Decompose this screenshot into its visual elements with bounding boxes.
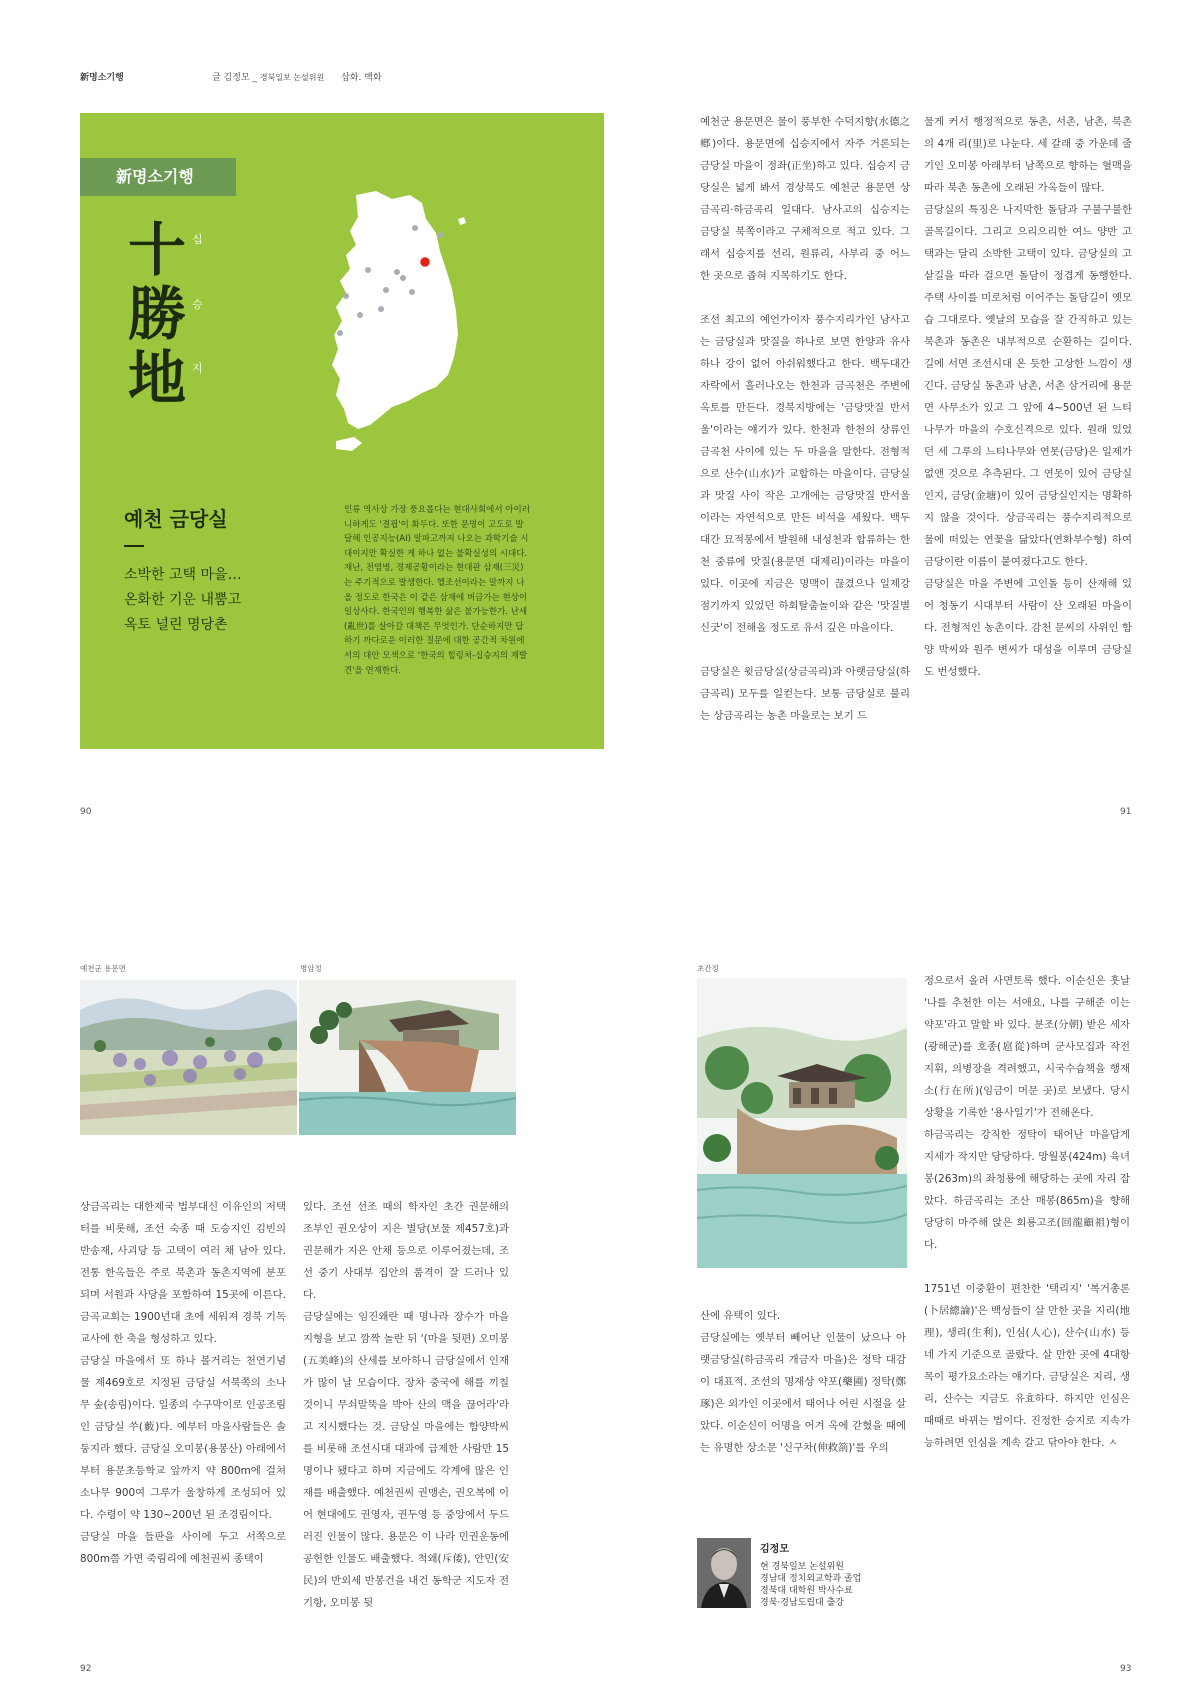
page91-column-2 — [924, 111, 1132, 683]
article-title: 예천 금당실 — [124, 507, 228, 531]
korea-mainland — [332, 191, 458, 429]
body-paragraph: 있다. 조선 선조 때의 학자인 초간 권문해의 조부인 권오상이 지은 별당(보물 제457호)과 권문해가 지은 안채 등으로 이루어졌는데, 조선 중기 사대부 집안의 품격이 잘 드러나 있다. — [303, 1201, 509, 1301]
body-paragraph: 정으로서 올려 사면토록 했다. 이순신은 훗날 '나를 추천한 이는 서애요, 나를 구해준 이는 약포'라고 말할 바 있다. 분조(分朝) 받은 세자(광해군)를 호종(扈從)하며 군사모집과 작전지휘, 의병장을 격려했고, 시국수습책을 행재소(行在所)(임금이 머문 곳)로 보냈다. 당시 상황을 기록한 '용사일기'가 전해온다. — [924, 975, 1130, 1119]
series-intro — [344, 503, 530, 678]
location-dot — [437, 232, 443, 238]
body-paragraph: 금당실 마을 들판을 사이에 두고 서쪽으로 800m쯤 가면 죽림리에 예천권씨 종택이 — [80, 1531, 286, 1565]
subtitle-line: 소박한 고택 마을… — [124, 567, 242, 583]
author-credential: 경북·경남도립대 출강 — [760, 1598, 844, 1608]
korea-map — [318, 189, 468, 454]
jeju-island — [336, 437, 362, 451]
painting-choganjeong — [697, 978, 907, 1268]
title-char-2: 勝 — [128, 280, 187, 348]
body-paragraph: 하금곡리는 강직한 정탁이 태어난 마을답게 지세가 작지만 당당하다. 망월봉(424m) 육녀봉(263m)의 좌청룡에 해당하는 곳에 자리 잡았다. 하금곡리는 조산 매봉(865m)을 향해 당당히 마주해 앉은 회룡고조(回龍顧祖)형이다. — [924, 1129, 1130, 1251]
image-caption: 예천군 용문면 — [80, 964, 126, 973]
subtitle-line: 옥토 널린 명당촌 — [124, 617, 228, 633]
reading-2: 승 — [192, 298, 203, 311]
location-dot — [378, 306, 384, 312]
ulleung-island — [458, 217, 466, 225]
body-paragraph: 상금곡리는 대한제국 법부대신 이유인의 저택 터를 비롯해, 조선 숙종 때 도승지인 김빈의 반송재, 사괴당 등 고택이 여러 채 남아 있다. 전통 한옥들은 주로 북촌과 동촌지역에 분포되며 서원과 사당을 포함하여 15곳에 이른다. 금곡교회는 1900년대 초에 세워져 경북 기독교사에 한 축을 형성하고 있다. — [80, 1201, 286, 1345]
image-caption: 초간정 — [697, 964, 719, 973]
series-ribbon: 新명소기행 — [80, 158, 236, 196]
body-paragraph: 물게 커서 행정적으로 동촌, 서촌, 남촌, 북촌의 4개 리(里)로 나눈다. 세 갈래 중 가운데 줄기인 오미봉 아래부터 남쪽으로 향하는 혈맥을 따라 북촌 동촌에 오래된 가옥들이 많다. — [924, 116, 1132, 194]
body-paragraph: 산에 유택이 있다. — [700, 1310, 781, 1322]
body-paragraph: 조선 최고의 예언가이자 풍수지리가인 남사고는 금당실과 맛질을 하나로 보면 한양과 유사하나 강이 없어 아쉬워했다고 한다. 백두대간 자락에서 흘러나오는 한천과 금곡천은 주변에 옥토를 만든다. 경북지방에는 '금당맛질 반서울'이라는 얘기가 있다. 한천과 한천의 상류인 금곡천 사이에 있는 두 마을을 말한다. 전형적으로 산수(山水)가 교합하는 마을이다. 금당실과 맛질 사이 작은 고개에는 금당맛질 반서울이라는 자연석으로 만든 비석을 세웠다. 백두대간 묘적봉에서 발원해 내성천과 합류하는 한천 중류에 맛질(용문면 대제리)이라는 마을이 있다. 이곳에 지금은 명맥이 끊겼으나 일제강점기까지 있었던 하회탈춤놀이와 같은 '맛질별신굿'이 전해올 정도로 유서 깊은 마을이다. — [700, 314, 910, 634]
image-caption: 병암정 — [300, 964, 322, 973]
title-char-1: 十 — [128, 216, 187, 284]
page-number: 90 — [80, 807, 92, 817]
author-box — [697, 1538, 1027, 1608]
location-dot — [365, 267, 371, 273]
page92-column-1 — [80, 1196, 286, 1570]
title-char-3: 地 — [128, 344, 187, 412]
author-credential: 경북대 대학원 박사수료 — [760, 1586, 853, 1596]
page-number: 93 — [1120, 1664, 1132, 1674]
author-photo — [697, 1538, 751, 1608]
byline: 글 김정모 _ 경북일보 논설위원 삽화. 백화 — [212, 73, 382, 83]
location-dot — [412, 225, 418, 231]
intro-paragraph: 인류 역사상 가장 풍요롭다는 현대사회에서 아이러니하게도 '결핍'이 화두다. 또한 문명이 고도로 발달해 인공지능(AI) 알파고까지 나오는 과학기술 시대이지만 확실한 게 하나 없는 불확실성의 시대다. — [344, 505, 530, 559]
location-dot — [357, 312, 363, 318]
illustration-credit: 삽화. 백화 — [341, 73, 382, 83]
title-panel — [80, 113, 604, 749]
location-dot — [400, 275, 406, 281]
body-paragraph: 금당실에는 임진왜란 때 명나라 장수가 마을 지형을 보고 깜짝 놀란 뒤 '(마을 뒷편) 오미봉(五美峰)의 산세를 보아하니 금당실에서 인재가 많이 날 모습이다. 장차 중국에 해를 끼칠 것이니 무쇠말뚝을 박아 산의 맥을 끊어라'라고 지시했다는 것. 금당실 마을에는 함양박씨를 비롯해 조선시대 대과에 급제한 사람만 15명이나 됐다고 하며 지금에도 각계에 많은 인재를 배출했다. 예천권씨 권맹손, 권오복에 이어 현대에도 권영자, 권두영 등 중앙에서 두드러진 인물이 많다. 용문은 이 나라 민권운동에 공헌한 인물도 배출했다. 척왜(斥倭), 안민(安民)의 반외세 반봉건을 내건 동학군 지도자 전기항, 오미봉 뒷 — [303, 1311, 509, 1609]
body-paragraph: 금당실 마을에서 또 하나 볼거리는 천연기념물 제469호로 지정된 금당실 서북쪽의 소나무 숲(송림)이다. 일종의 수구막이로 인공조림인 금당실 쑤(藪)다. 예부터 마을사람들은 솔둥지라 했다. 금당실 오미봉(용봉산) 아래에서부터 용문초등학교 앞까지 약 800m에 걸쳐 소나무 900여 그루가 울창하게 조성되어 있다. 수령이 약 130~200년 된 조경림이다. — [80, 1355, 286, 1521]
location-dot — [394, 269, 400, 275]
author-name: 김정모 — [760, 1544, 789, 1555]
intro-paragraph: 재난, 전염병, 경제공황이라는 현대판 삼재(三災)는 주기적으로 발생한다. 헬조선이라는 말까지 나올 정도로 한국은 이 같은 삼재에 버금가는 현상이 일상사다. 한국인의 행복한 삶은 불가능한가. 난세(亂世)를 살아갈 대책은 무엇인가. 단순하지만 답하기 까다로운 이러한 질문에 대한 공간적 차원에서의 대안 모색으로 '한국의 힐링처-십승지의 재발견'을 연재한다. — [344, 563, 528, 676]
author-credential: 경남대 정치외교학과 졸업 — [760, 1574, 862, 1584]
page-number: 91 — [1120, 807, 1132, 817]
page92-column-2 — [303, 1196, 509, 1614]
body-paragraph: 금당실은 마을 주변에 고인돌 등이 산재해 있어 청동기 시대부터 사람이 산 오래된 마을이다. 전형적인 농촌이다. 감천 문씨의 사위인 함양 박씨와 원주 변씨가 대성을 이루며 금당실도 번성했다. — [924, 578, 1132, 678]
page-number: 92 — [80, 1664, 92, 1674]
subtitle-line: 온화한 기운 내뿜고 — [124, 592, 242, 608]
article-subtitle — [124, 563, 242, 638]
author-credential: 현 경북일보 논설위원 — [760, 1562, 844, 1572]
body-paragraph: 예천군 용문면은 물이 풍부한 수덕지향(水德之鄕)이다. 용문면에 십승지에서 자주 거론되는 금당실 마을이 정좌(正坐)하고 있다. 십승지 금당실은 넓게 봐서 경상북도 예천군 용문면 상금곡리·하금곡리 일대다. 남사고의 십승지는 금당실 북쪽이라고 구체적으로 적고 있다. 그래서 십승지를 선리, 원류리, 사부리 중 어느 한 곳으로 좁혀 지목하기도 한다. — [700, 116, 910, 282]
location-dot — [343, 293, 349, 299]
body-paragraph: 금당실은 윗금당실(상금곡리)과 아랫금당실(하금곡리) 모두를 일컫는다. 보통 금당실로 불리는 상금곡리는 농촌 마을로는 보기 드 — [700, 666, 910, 722]
reading-3: 지 — [192, 362, 203, 375]
page93-column-right — [924, 970, 1130, 1454]
body-paragraph: 금당실에는 옛부터 빼어난 인물이 났으나 아랫금당실(하금곡리 개금자 마을)은 정탁 대감이 대표적. 조선의 명재상 약포(藥圃) 정탁(鄭琢)은 외가인 이곳에서 태어나 어린 시절을 살았다. 이순신이 어명을 어겨 옥에 갇혔을 때에는 유명한 상소문 '신구차(伸救箚)'를 우의 — [700, 1332, 906, 1454]
byline-role: 경북일보 논설위원 — [259, 73, 325, 82]
location-dot — [409, 289, 415, 295]
body-paragraph: 금당실의 특징은 나지막한 돌담과 구불구불한 골목길이다. 그리고 으리으리한 여느 양반 고택과는 달리 소박한 고택이 있다. 금당실의 고샅길을 따라 걸으면 돌담이 정겹게 동행한다. 주택 사이를 미로처럼 이어주는 돌담길이 옛모습 그대로다. 옛날의 모습을 잘 간직하고 있는 북촌과 동촌은 내부적으로 순환하는 길이다. 길에 서면 조선시대 온 듯한 고상한 느낌이 생긴다. 금당실 동촌과 남촌, 서촌 삼거리에 용문면 사무소가 있고 그 앞에 4~500년 된 느티나무가 마을의 수호신격으로 있다. 원래 있었던 세 그루의 느티나무와 연못(금당)은 일제가 없앤 것으로 추측된다. 그 연못이 있어 금당실인지, 금당(金塘)이 있어 금당실인지는 명확하지 않을 것이다. 상금곡리는 풍수지리적으로 물에 떠있는 연꽃을 닮았다(연화부수형) 하여 금당이란 이름이 붙여졌다고도 한다. — [924, 204, 1132, 568]
reading-1: 십 — [192, 233, 203, 246]
page91-column-1 — [700, 111, 910, 727]
body-paragraph: 1751년 이중환이 편찬한 '택리지' '복거총론(卜居總論)'은 백성들이 살 만한 곳을 지리(地理), 생리(生利), 인심(人心), 산수(山水) 등 네 가지 기준으로 골랐다. 살 만한 곳에 4대항목이 평가요소라는 얘기다. 금당실은 지리, 생리, 산수는 지금도 유효하다. 하지만 인심은 때때로 바뀌는 법이다. 진정한 승지로 지속가능하려면 인심을 계속 갈고 닦아야 한다. ㅅ — [924, 1283, 1130, 1449]
location-dot — [383, 287, 389, 293]
highlight-location-dot — [420, 257, 431, 268]
section-label: 新명소기행 — [80, 73, 124, 83]
painting-byeongamjeong — [299, 980, 516, 1135]
title-divider — [124, 545, 144, 547]
page93-column-left — [700, 1305, 906, 1459]
painting-yongmun — [80, 980, 297, 1135]
location-dot — [337, 330, 343, 336]
